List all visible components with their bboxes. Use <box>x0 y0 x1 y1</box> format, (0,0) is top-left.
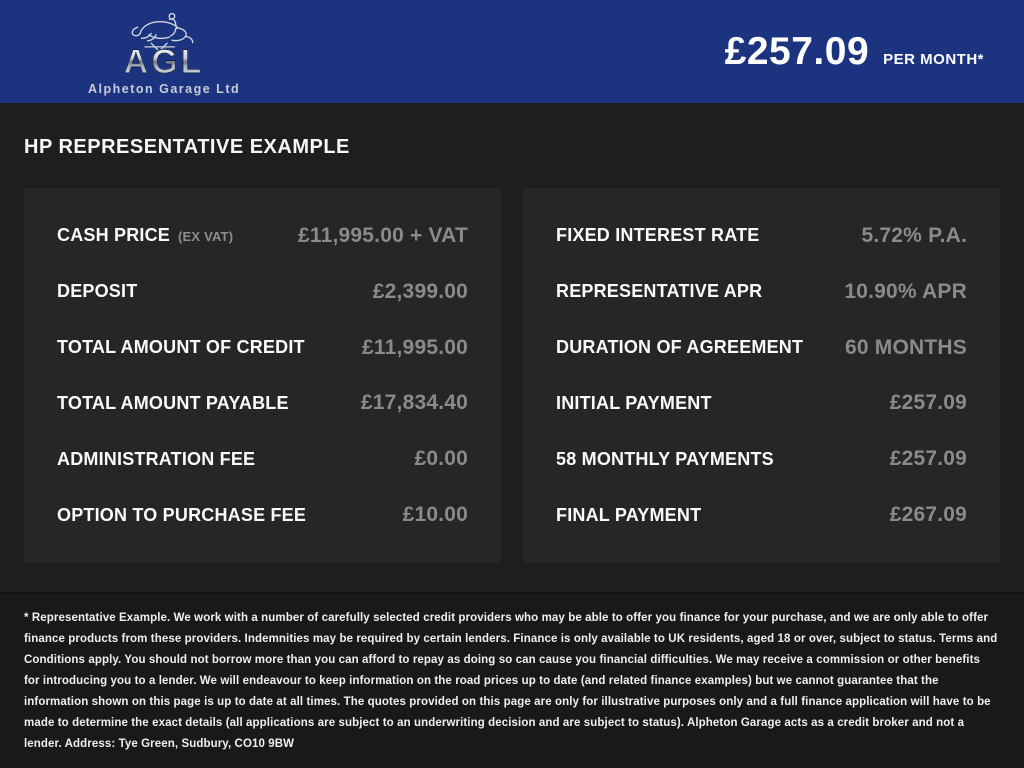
finance-terms-panel <box>523 188 1000 563</box>
monthly-price-value: £257.09 <box>724 29 870 73</box>
table-row <box>57 208 468 264</box>
dealer-logo[interactable] <box>88 9 240 96</box>
row-label: FINAL PAYMENT <box>556 504 702 525</box>
main-content <box>0 103 1024 592</box>
table-row <box>57 431 468 487</box>
row-label: 58 MONTHLY PAYMENTS <box>556 448 774 469</box>
row-label: TOTAL AMOUNT OF CREDIT <box>57 337 305 358</box>
row-label: ADMINISTRATION FEE <box>57 448 256 469</box>
finance-breakdown-panel <box>24 188 501 563</box>
row-value: £10.00 <box>402 503 468 527</box>
row-value: £17,834.40 <box>360 391 468 415</box>
row-value: £0.00 <box>414 447 468 471</box>
row-label: FIXED INTEREST RATE <box>556 225 760 246</box>
monthly-price-suffix: PER MONTH* <box>883 50 984 68</box>
table-row <box>556 264 967 320</box>
monthly-price <box>725 30 984 74</box>
row-label: REPRESENTATIVE APR <box>556 281 763 302</box>
disclaimer-text: * Representative Example. We work with a number of carefully selected credit providers who may be able to offer you finance for your purchase, and we are only able to offer finance products from these providers. Indemnities may be required by certain lenders. Finance is only available to UK residents, aged 18 or over, subject to status. Terms and Conditions apply. You should not borrow more than you can afford to repay as doing so can cause you financial difficulties. We may receive a commission or other benefits for introducing you to a lender. We will endeavour to keep information on the road prices up to date (and related finance examples) but we cannot guarantee that the information shown on this page is up to date at all times. The quotes provided on this page are only for illustrative purposes only and a full finance application will have to be made to determine the exact details (all applications are subject to an underwriting decision and are subject to status). Alpheton Garage acts as a credit broker and not a lender. Address: Tye Green, Sudbury, CO10 9BW <box>24 612 998 750</box>
row-label: OPTION TO PURCHASE FEE <box>57 504 307 525</box>
row-value: £2,399.00 <box>372 279 468 303</box>
row-value: £11,995.00 <box>362 335 468 359</box>
table-row <box>57 375 468 431</box>
table-row <box>556 208 967 264</box>
row-label: DEPOSIT <box>57 281 138 302</box>
row-label: CASH PRICE <box>57 225 171 246</box>
table-row <box>57 264 468 320</box>
row-value: 5.72% P.A. <box>861 223 967 247</box>
row-note: (EX VAT) <box>178 229 234 245</box>
site-header <box>0 0 1024 103</box>
row-value: £11,995.00 + VAT <box>298 223 468 247</box>
table-row <box>57 320 468 376</box>
table-row <box>556 431 967 487</box>
row-value: £267.09 <box>889 503 967 527</box>
page-title: HP REPRESENTATIVE EXAMPLE <box>24 136 350 158</box>
row-label: DURATION OF AGREEMENT <box>556 337 804 358</box>
row-value: £257.09 <box>889 447 967 471</box>
row-value: 60 MONTHS <box>845 335 967 359</box>
disclaimer-footer <box>0 592 1024 768</box>
table-row <box>556 320 967 376</box>
row-value: £257.09 <box>889 391 967 415</box>
table-row <box>57 487 468 543</box>
logo-abbr: AGL <box>123 43 205 82</box>
row-value: 10.90% APR <box>844 279 967 303</box>
row-label: TOTAL AMOUNT PAYABLE <box>57 392 289 413</box>
table-row <box>556 487 967 543</box>
table-row <box>556 375 967 431</box>
logo-name: Alpheton Garage Ltd <box>88 82 241 97</box>
finance-panels <box>24 188 1000 563</box>
row-label: INITIAL PAYMENT <box>556 392 712 413</box>
